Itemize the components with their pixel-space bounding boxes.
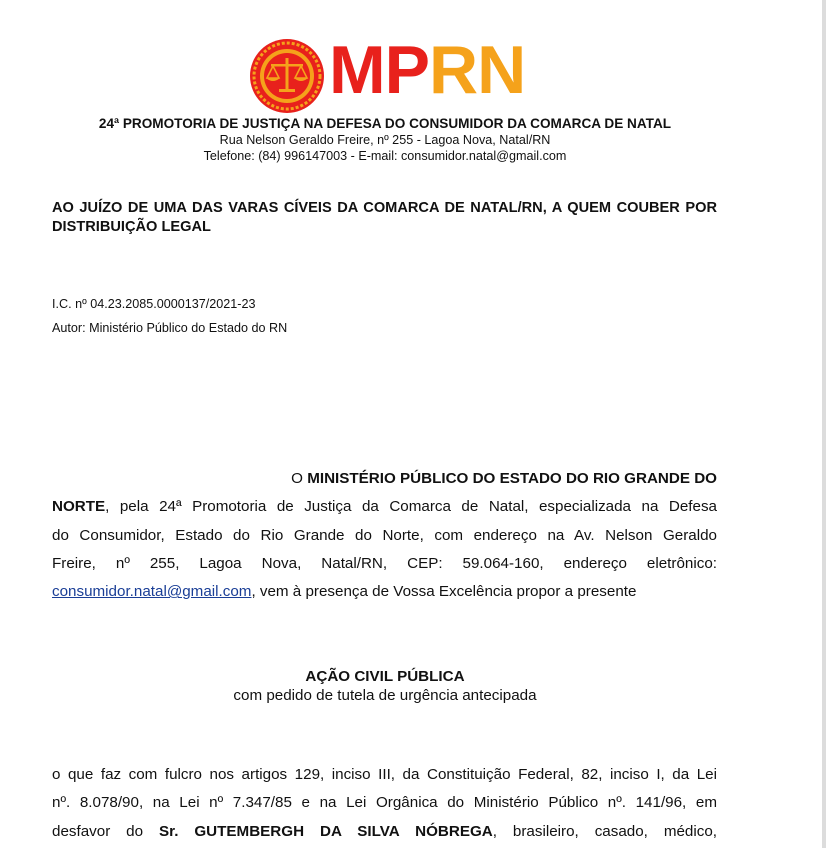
intro-text: , vem à presença de Vossa Excelência propor a presente xyxy=(251,583,637,601)
addressee: AO JUÍZO DE UMA DAS VARAS CÍVEIS DA COMARCA DE NATAL/RN, A QUEM COUBER POR DISTRIBUIÇÃO LEGAL xyxy=(52,200,717,235)
intro-line xyxy=(52,578,717,606)
body-text: , brasileiro, casado, médico, xyxy=(492,822,717,840)
logo-mp: MP xyxy=(329,32,429,108)
intro-bold: MINISTÉRIO PÚBLICO DO ESTADO DO RIO GRANDE DO xyxy=(307,470,717,487)
intro-bold: NORTE xyxy=(52,498,106,516)
case-number: I.C. nº 04.23.2085.0000137/2021-23 xyxy=(52,297,256,311)
intro-text: O xyxy=(291,470,308,487)
intro-line xyxy=(52,493,717,521)
body-line xyxy=(52,818,717,846)
body-text: desfavor do xyxy=(52,822,160,840)
intro-line xyxy=(52,465,717,493)
body-line: nº. 8.078/90, na Lei nº 7.347/85 e na Lei Orgânica do Ministério Público nº. 141/96, em xyxy=(52,794,717,812)
office-contact: Telefone: (84) 996147003 - E-mail: consumidor.natal@gmail.com xyxy=(203,149,567,163)
scales-of-justice-seal-icon xyxy=(249,38,325,114)
intro-line: do Consumidor, Estado do Rio Grande do Norte, com endereço na Av. Nelson Geraldo xyxy=(52,526,717,544)
intro-paragraph xyxy=(52,465,717,606)
intro-text: , pela 24ª Promotoria de Justiça da Comarca de Natal, especializada na Defesa xyxy=(105,498,717,516)
office-name: 24ª PROMOTORIA DE JUSTIÇA NA DEFESA DO CONSUMIDOR DA COMARCA DE NATAL xyxy=(98,116,672,131)
body-paragraph xyxy=(52,761,717,846)
email-link[interactable]: consumidor.natal@gmail.com xyxy=(52,583,252,601)
logo-wordmark xyxy=(329,32,526,108)
intro-line: Freire, nº 255, Lagoa Nova, Natal/RN, CEP: 59.064-160, endereço eletrônico: xyxy=(52,554,717,572)
case-author: Autor: Ministério Público do Estado do RN xyxy=(52,321,288,335)
office-address: Rua Nelson Geraldo Freire, nº 255 - Lagoa Nova, Natal/RN xyxy=(219,133,551,147)
logo-rn: RN xyxy=(429,32,526,108)
defendant-name: Sr. GUTEMBERGH DA SILVA NÓBREGA xyxy=(159,822,493,840)
action-title: AÇÃO CIVIL PÚBLICA xyxy=(305,668,465,685)
page-edge xyxy=(822,0,826,848)
action-subtitle: com pedido de tutela de urgência antecipada xyxy=(233,687,537,704)
body-line: o que faz com fulcro nos artigos 129, inciso III, da Constituição Federal, 82, inciso I, da Lei xyxy=(52,766,717,783)
mprn-logo xyxy=(249,32,526,116)
